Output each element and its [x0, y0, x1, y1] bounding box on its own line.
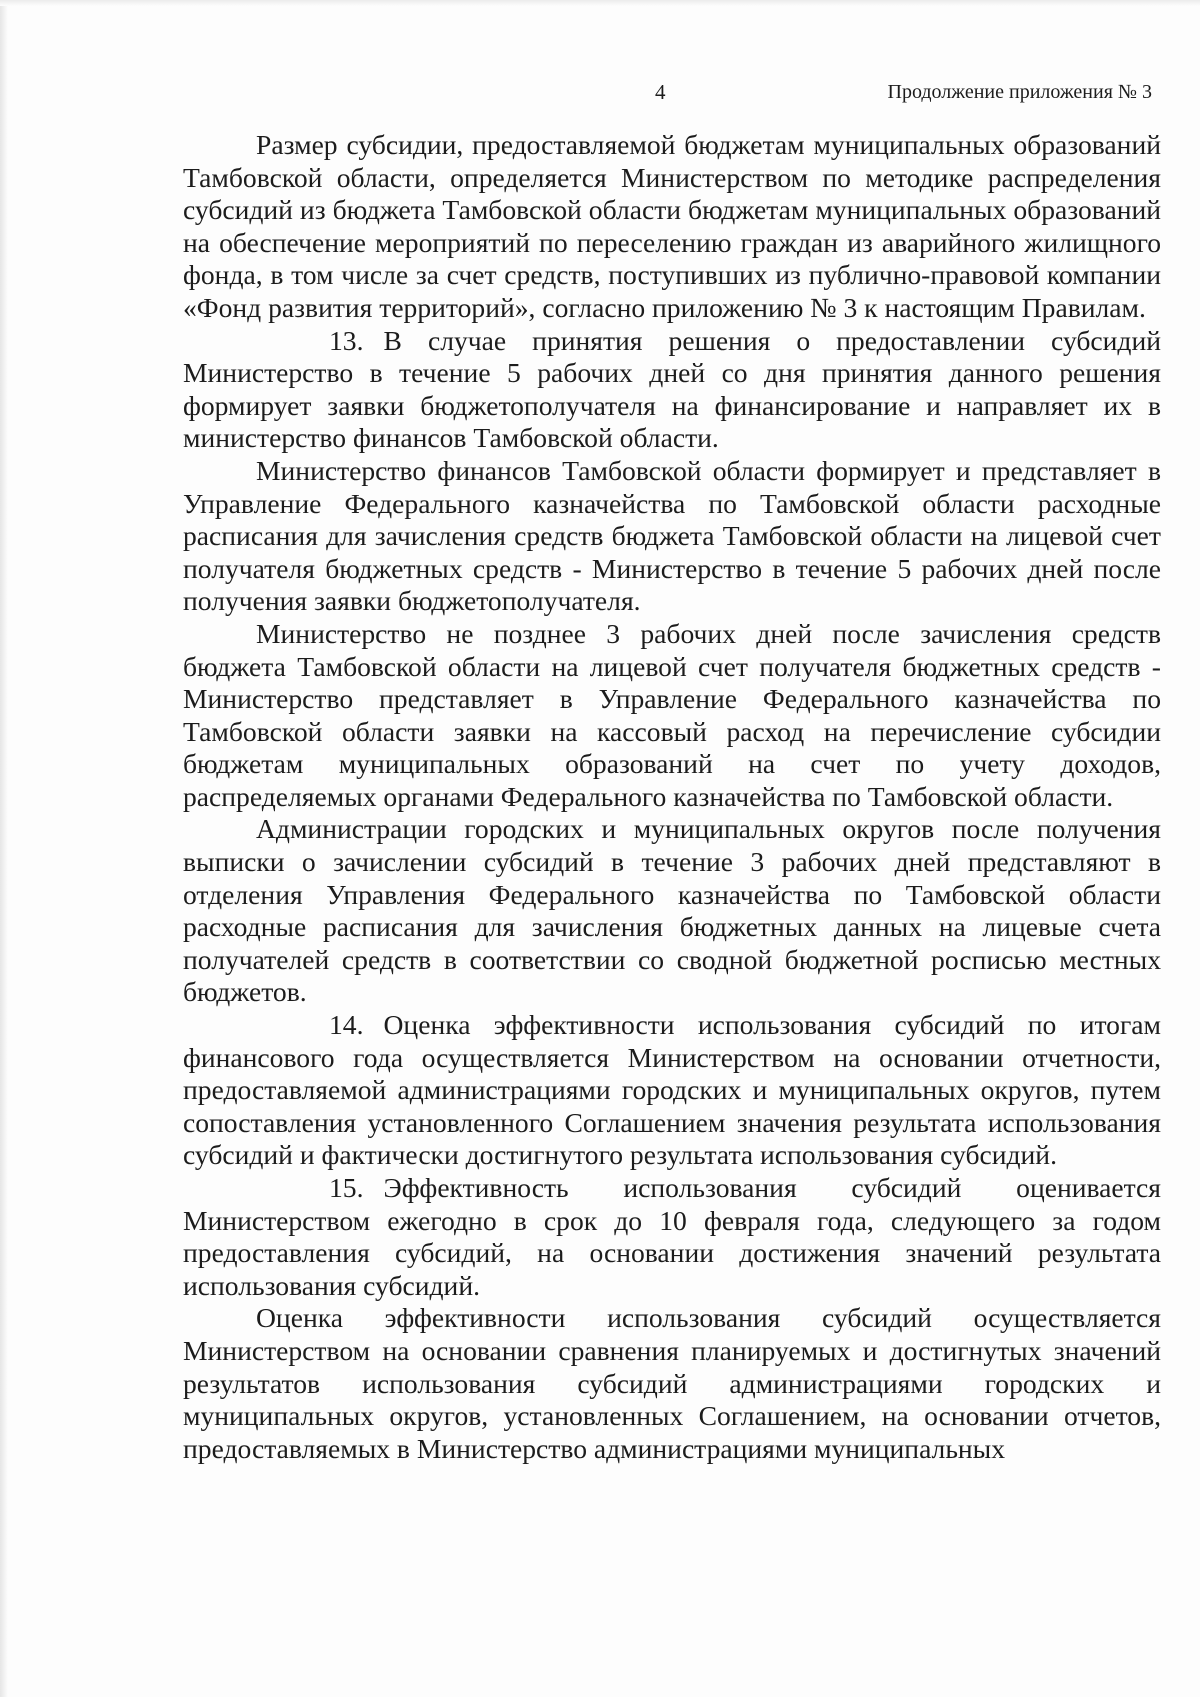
paragraph-text: Администрации городских и муниципальных округов после получения выписки о зачислении субсидий в течение 3 рабочих дней представляют в отделения Управления Федерального казначейства по Тамбовской области расходные расписания для зачисления бюджетных данных на лицевые счета получателей средств в соответствии со сводной бюджетной росписью местных бюджетов. — [183, 813, 1161, 1008]
paragraph-clause-15 — [183, 1172, 1161, 1302]
paragraph-text: Министерство финансов Тамбовской области формирует и представляет в Управление Федерального казначейства по Тамбовской области расходные расписания для зачисления средств бюджета Тамбовской области на лицевой счет получателя бюджетных средств - Министерство в течение 5 рабочих дней после получения заявки бюджетополучателя. — [183, 454, 1161, 617]
paragraph-text: Оценка эффективности использования субсидий осуществляется Министерством на основании сравнения планируемых и достигнутых значений результатов использования субсидий администрациями городских и муниципальных округов, установленных Соглашением, на основании отчетов, предоставляемых в Министерство администрациями муниципальных — [183, 1302, 1161, 1464]
clause-number: 14. — [329, 1009, 364, 1041]
paragraph — [183, 455, 1161, 618]
scan-edge-top — [0, 0, 1200, 6]
paragraph-text: Министерство не позднее 3 рабочих дней после зачисления средств бюджета Тамбовской области на лицевой счет получателя бюджетных средств - Министерство представляет в Управление Федерального казначейства по Тамбовской области заявки на кассовый расход на перечисление субсидии бюджетам муниципальных образований на счет по учету доходов, распределяемых органами Федерального казначейства по Тамбовской области. — [183, 617, 1161, 812]
paragraph-clause-13 — [183, 325, 1161, 455]
paragraph — [183, 618, 1161, 814]
paragraph-text: Размер субсидии, предоставляемой бюджетам муниципальных образований Тамбовской области, определяется Министерством по методике распределения субсидий из бюджета Тамбовской области бюджетам муниципальных образований на обеспечение мероприятий по переселению граждан из аварийного жилищного фонда, в том числе за счет средств, поступивших из публично-правовой компании «Фонд развития территорий», согласно приложению № 3 к настоящим Правилам. — [183, 129, 1161, 323]
paragraph — [183, 813, 1161, 1009]
paragraph — [183, 1302, 1161, 1465]
paragraph-clause-14 — [183, 1009, 1161, 1172]
page-number: 4 — [655, 80, 666, 104]
paragraph — [183, 129, 1161, 325]
clause-number: 13. — [329, 324, 364, 356]
scan-edge-left — [0, 0, 8, 1697]
appendix-label: Продолжение приложения № 3 — [887, 81, 1152, 103]
paragraph-text: В случае принятия решения о предоставлении субсидий Министерство в течение 5 рабочих дней со дня принятия данного решения формирует заявки бюджетополучателя на финансирование и направляет их в министерство финансов Тамбовской области. — [183, 324, 1161, 454]
clause-number: 15. — [329, 1172, 364, 1203]
paragraph-text: Оценка эффективности использования субсидий по итогам финансового года осуществляется Министерством на основании отчетности, предоставляемой администрациями городских и муниципальных округов, путем сопоставления установленного Соглашением значения результата использования субсидий и фактически достигнутого результата использования субсидий. — [183, 1009, 1161, 1171]
paragraph-text: Эффективность использования субсидий оценивается Министерством ежегодно в срок до 10 февраля года, следующего за годом предоставления субсидий, на основании достижения значений результата использования субсидий. — [183, 1172, 1161, 1301]
document-body — [183, 129, 1161, 1465]
